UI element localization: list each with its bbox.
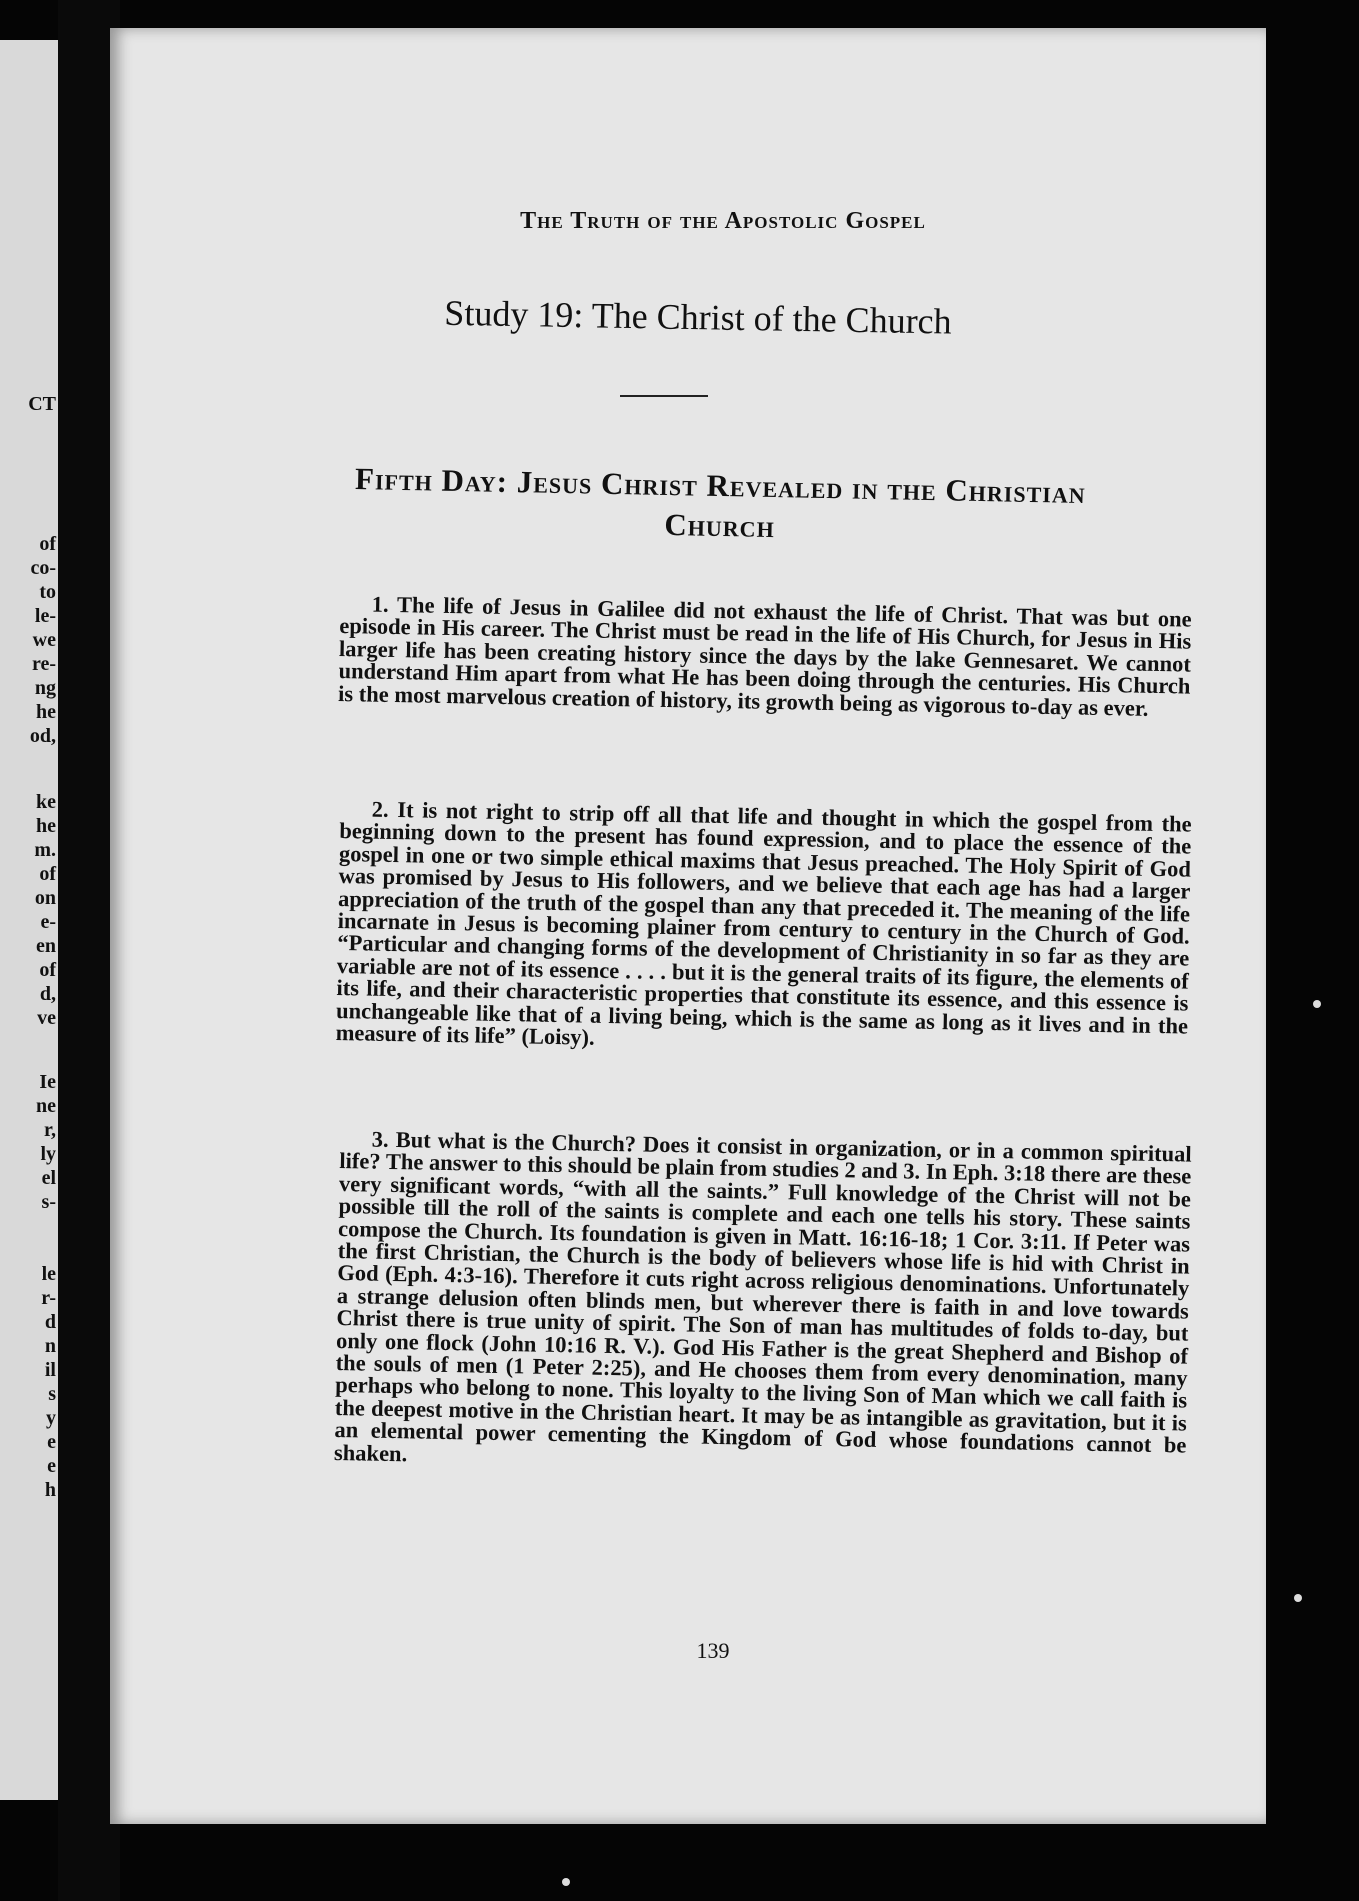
title-rule <box>620 395 708 397</box>
left-page-text-fragment: s- <box>41 1191 56 1213</box>
left-page-text-fragment: ly <box>40 1143 56 1165</box>
left-page-text-fragment: he <box>36 815 56 837</box>
left-page-text-fragment: le- <box>34 605 56 627</box>
scan-speck <box>1313 1000 1321 1008</box>
left-page-text-fragment: ke <box>36 791 56 813</box>
left-page-text-fragment: ng <box>34 677 56 699</box>
left-page-text-fragment: CT <box>28 393 56 415</box>
section-title-line-2: Church <box>664 506 776 545</box>
left-page-text-fragment: co- <box>30 557 56 579</box>
paragraph-3: 3. But what is the Church? Does it consist in organization, or in a common spiritual life? The answer to this should be plain from studies 2 and 3. In Eph. 3:18 there are these very significant words, “with all the saints.” Full knowledge of the Christ will not be possible till the roll of the saints is complete and each one tells his story. These saints compose the Church. Its foundation is given in Matt. 16:16-18; 1 Cor. 3:11. If Peter was the first Christian, the Church is the body of believers whose life is hid with Christ in God (Eph. 4:3-16). Therefore it cuts right across religious denominations. Unfortunately a strange delusion often blinds men, but wherever there is faith in and love towards Christ there is true unity of spirit. The Son of man has multitudes of folds to-day, but only one flock (John 10:16 R. V.). God His Father is the great Shepherd and Bishop of the souls of men (1 Peter 2:25), and He chooses them from every denomination, many perhaps who belong to none. This loyalty to the living Son of Man which we call faith is the deepest motive in the Christian heart. It may be as intangible as gravitation, but it is an elemental power cementing the Kingdom of God whose foundations cannot be shaken. <box>333 1126 1192 1466</box>
left-page-text-fragment: ve <box>37 1007 56 1029</box>
paragraph-2: 2. It is not right to strip off all that life and thought in which the gospel from the beginning down to the present has found expression, and to place the essence of the gospel in one or two simple ethical maxims that Jesus preached. The Holy Spirit of God was promised by Jesus to His followers, and we believe that each age has had a larger appreciation of the truth of the gospel than any that preceded it. The meaning of the life incarnate in Jesus is becoming plainer from century to century in the Church of God. “Particular and changing forms of the development of Christianity in so far as they are variable are not of its essence . . . . but it is the general traits of its figure, the elements of its life, and their characteristic properties that constitute its essence, and this essence is unchangeable like that of a living being, which is the same as long as it lives and in the measure of its life” (Loisy). <box>335 796 1192 1050</box>
left-page-text-fragment: n <box>44 1335 56 1357</box>
page-number: 139 <box>696 1638 730 1663</box>
left-page-text-fragment: le <box>41 1263 56 1285</box>
left-page-text-fragment: e <box>47 1431 56 1453</box>
left-page-text-fragment: d <box>44 1311 56 1333</box>
left-page-text-fragment: he <box>36 701 56 723</box>
left-page-text-fragment: il <box>44 1359 56 1381</box>
left-page-text-fragment: en <box>36 935 56 957</box>
left-page-text-fragment: re- <box>31 653 56 675</box>
section-title-line-1: Fifth Day: Jesus Christ Revealed in the Christian <box>354 460 1087 511</box>
left-page-text-fragment: od, <box>29 725 56 747</box>
left-page-text-fragment: y <box>46 1407 56 1429</box>
left-page-text-fragment: el <box>41 1167 56 1189</box>
left-page-text-fragment: d, <box>39 983 56 1005</box>
left-page-text-fragment: on <box>34 887 56 909</box>
left-page-text-fragment: ne <box>36 1095 56 1117</box>
left-page-text-fragment: r- <box>41 1287 56 1309</box>
left-page-text-fragment: we <box>32 629 56 651</box>
left-page-text-fragment: to <box>39 581 56 603</box>
section-title <box>289 458 1150 554</box>
left-page-text-fragment: e <box>47 1455 56 1477</box>
left-page-text-fragment: h <box>44 1479 56 1501</box>
left-page-text-fragment: r, <box>43 1119 56 1141</box>
left-page-text-fragment: e- <box>40 911 56 933</box>
left-page-text-fragment: of <box>39 533 56 555</box>
study-title: Study 19: The Christ of the Church <box>444 292 952 342</box>
left-page-text-fragment: m. <box>34 839 56 861</box>
left-page-fragment <box>0 40 58 1800</box>
left-page-text-fragment: of <box>39 863 56 885</box>
scan-speck <box>1294 1594 1302 1602</box>
left-page-text-fragment: s <box>48 1383 56 1405</box>
running-head: The Truth of the Apostolic Gospel <box>520 208 926 234</box>
paragraph-1: 1. The life of Jesus in Galilee did not exhaust the life of Christ. That was but one episode in His career. The Christ must be read in the life of His Church, for Jesus in His larger life has been creating history since the days by the lake Gennesaret. We cannot understand Him apart from what He has been doing through the centuries. His Church is the most marvelous creation of history, its growth being as vigorous to-day as ever. <box>337 591 1192 721</box>
left-page-text-fragment: of <box>39 959 56 981</box>
book-page <box>110 28 1266 1824</box>
scan-speck <box>562 1878 570 1886</box>
left-page-text-fragment: Ie <box>39 1071 56 1093</box>
